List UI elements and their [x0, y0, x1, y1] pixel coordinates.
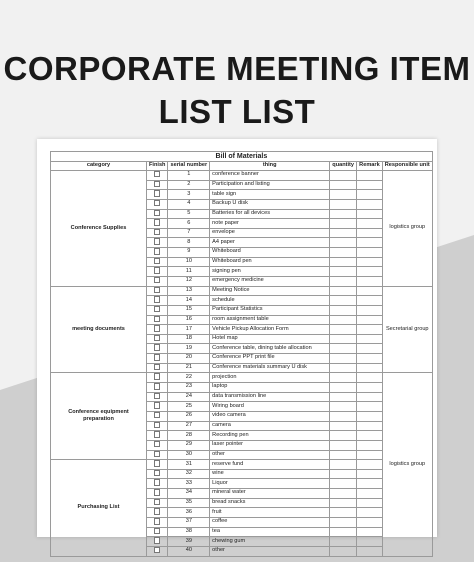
finish-checkbox[interactable] — [154, 335, 161, 342]
serial-number-cell: 12 — [168, 276, 210, 286]
serial-number-cell: 14 — [168, 296, 210, 306]
thing-cell: Wiring board — [210, 402, 330, 412]
quantity-cell — [330, 489, 357, 499]
thing-cell: Batteries for all devices — [210, 209, 330, 219]
thing-cell: Vehicle Pickup Allocation Form — [210, 325, 330, 335]
quantity-cell — [330, 421, 357, 431]
quantity-cell — [330, 238, 357, 248]
finish-cell — [147, 276, 168, 286]
finish-cell — [147, 238, 168, 248]
remark-cell — [357, 334, 383, 344]
finish-cell — [147, 402, 168, 412]
finish-checkbox[interactable] — [154, 354, 161, 361]
finish-cell — [147, 518, 168, 528]
finish-cell — [147, 498, 168, 508]
finish-checkbox[interactable] — [154, 383, 161, 390]
remark-cell — [357, 527, 383, 537]
thing-cell: signing pen — [210, 267, 330, 277]
remark-cell — [357, 508, 383, 518]
finish-checkbox[interactable] — [154, 306, 161, 313]
column-header-thing: thing — [210, 162, 330, 171]
remark-cell — [357, 170, 383, 180]
remark-cell — [357, 248, 383, 258]
quantity-cell — [330, 334, 357, 344]
finish-cell — [147, 344, 168, 354]
thing-cell: camera — [210, 421, 330, 431]
quantity-cell — [330, 276, 357, 286]
thing-cell: Liquor — [210, 479, 330, 489]
quantity-cell — [330, 383, 357, 393]
finish-cell — [147, 450, 168, 460]
serial-number-cell: 5 — [168, 209, 210, 219]
thing-cell: envelope — [210, 228, 330, 238]
thing-cell: projection — [210, 373, 330, 383]
serial-number-cell: 17 — [168, 325, 210, 335]
serial-number-cell: 32 — [168, 469, 210, 479]
quantity-cell — [330, 209, 357, 219]
remark-cell — [357, 305, 383, 315]
table-row — [51, 373, 433, 383]
quantity-cell — [330, 373, 357, 383]
column-header-finish: Finish — [147, 162, 168, 171]
serial-number-cell: 28 — [168, 431, 210, 441]
quantity-cell — [330, 344, 357, 354]
finish-cell — [147, 286, 168, 296]
bill-of-materials-table — [50, 151, 433, 557]
finish-checkbox[interactable] — [154, 479, 161, 486]
finish-checkbox[interactable] — [154, 518, 161, 525]
finish-cell — [147, 537, 168, 547]
responsible-unit-cell: logistics group — [382, 373, 432, 556]
thing-cell: Recording pen — [210, 431, 330, 441]
thing-cell: table sign — [210, 190, 330, 200]
table-row — [51, 170, 433, 180]
quantity-cell — [330, 257, 357, 267]
finish-checkbox[interactable] — [154, 364, 161, 371]
remark-cell — [357, 363, 383, 373]
finish-checkbox[interactable] — [154, 422, 161, 429]
serial-number-cell: 9 — [168, 248, 210, 258]
finish-cell — [147, 219, 168, 229]
finish-checkbox[interactable] — [154, 258, 161, 265]
finish-cell — [147, 267, 168, 277]
thing-cell: note paper — [210, 219, 330, 229]
serial-number-cell: 7 — [168, 228, 210, 238]
finish-cell — [147, 228, 168, 238]
finish-checkbox[interactable] — [154, 171, 161, 178]
finish-checkbox[interactable] — [154, 200, 161, 207]
serial-number-cell: 10 — [168, 257, 210, 267]
quantity-cell — [330, 286, 357, 296]
quantity-cell — [330, 450, 357, 460]
serial-number-cell: 8 — [168, 238, 210, 248]
thing-cell: Participant Statistics — [210, 305, 330, 315]
column-header-quantity: quantity — [330, 162, 357, 171]
finish-checkbox[interactable] — [154, 287, 161, 294]
thing-cell: room assignment table — [210, 315, 330, 325]
finish-checkbox[interactable] — [154, 181, 161, 188]
category-cell: meeting documents — [51, 286, 147, 373]
serial-number-cell: 39 — [168, 537, 210, 547]
remark-cell — [357, 199, 383, 209]
remark-cell — [357, 373, 383, 383]
finish-checkbox[interactable] — [154, 373, 161, 380]
finish-cell — [147, 334, 168, 344]
category-cell: Conference equipment preparation — [51, 373, 147, 460]
finish-checkbox[interactable] — [154, 489, 161, 496]
finish-checkbox[interactable] — [154, 431, 161, 438]
thing-cell: other — [210, 546, 330, 556]
thing-cell: Participation and listing — [210, 180, 330, 190]
serial-number-cell: 15 — [168, 305, 210, 315]
quantity-cell — [330, 199, 357, 209]
quantity-cell — [330, 180, 357, 190]
quantity-cell — [330, 402, 357, 412]
quantity-cell — [330, 228, 357, 238]
remark-cell — [357, 238, 383, 248]
thing-cell: A4 paper — [210, 238, 330, 248]
serial-number-cell: 16 — [168, 315, 210, 325]
quantity-cell — [330, 363, 357, 373]
thing-cell: Whiteboard pen — [210, 257, 330, 267]
thing-cell: mineral water — [210, 489, 330, 499]
finish-cell — [147, 305, 168, 315]
finish-cell — [147, 257, 168, 267]
quantity-cell — [330, 431, 357, 441]
remark-cell — [357, 411, 383, 421]
serial-number-cell: 2 — [168, 180, 210, 190]
thing-cell: tea — [210, 527, 330, 537]
remark-cell — [357, 354, 383, 364]
quantity-cell — [330, 440, 357, 450]
finish-cell — [147, 421, 168, 431]
thing-cell: emergency medicine — [210, 276, 330, 286]
finish-cell — [147, 325, 168, 335]
remark-cell — [357, 450, 383, 460]
finish-cell — [147, 460, 168, 470]
finish-cell — [147, 383, 168, 393]
serial-number-cell: 40 — [168, 546, 210, 556]
remark-cell — [357, 180, 383, 190]
table-caption: Bill of Materials — [51, 152, 433, 162]
spreadsheet-page — [37, 139, 437, 554]
finish-cell — [147, 209, 168, 219]
remark-cell — [357, 276, 383, 286]
serial-number-cell: 18 — [168, 334, 210, 344]
quantity-cell — [330, 325, 357, 335]
remark-cell — [357, 392, 383, 402]
remark-cell — [357, 546, 383, 556]
thing-cell: data transmission line — [210, 392, 330, 402]
quantity-cell — [330, 546, 357, 556]
serial-number-cell: 30 — [168, 450, 210, 460]
serial-number-cell: 34 — [168, 489, 210, 499]
serial-number-cell: 23 — [168, 383, 210, 393]
quantity-cell — [330, 479, 357, 489]
serial-number-cell: 4 — [168, 199, 210, 209]
finish-checkbox[interactable] — [154, 528, 161, 535]
finish-checkbox[interactable] — [154, 248, 161, 255]
category-cell: Purchasing List — [51, 460, 147, 556]
thing-cell: wine — [210, 469, 330, 479]
finish-cell — [147, 489, 168, 499]
quantity-cell — [330, 460, 357, 470]
finish-cell — [147, 469, 168, 479]
table-row — [51, 460, 433, 470]
finish-cell — [147, 199, 168, 209]
thing-cell: fruit — [210, 508, 330, 518]
serial-number-cell: 27 — [168, 421, 210, 431]
remark-cell — [357, 383, 383, 393]
quantity-cell — [330, 537, 357, 547]
serial-number-cell: 37 — [168, 518, 210, 528]
thing-cell: laptop — [210, 383, 330, 393]
quantity-cell — [330, 267, 357, 277]
serial-number-cell: 33 — [168, 479, 210, 489]
finish-checkbox[interactable] — [154, 344, 161, 351]
thing-cell: video camera — [210, 411, 330, 421]
remark-cell — [357, 219, 383, 229]
page-title-line-2: LIST LIST — [158, 93, 316, 130]
remark-cell — [357, 489, 383, 499]
remark-cell — [357, 267, 383, 277]
finish-cell — [147, 363, 168, 373]
finish-checkbox[interactable] — [154, 393, 161, 400]
quantity-cell — [330, 315, 357, 325]
finish-cell — [147, 479, 168, 489]
finish-checkbox[interactable] — [154, 537, 161, 544]
thing-cell: Backup U disk — [210, 199, 330, 209]
finish-checkbox[interactable] — [154, 229, 161, 236]
thing-cell: coffee — [210, 518, 330, 528]
serial-number-cell: 38 — [168, 527, 210, 537]
finish-cell — [147, 248, 168, 258]
finish-checkbox[interactable] — [154, 219, 161, 226]
column-header-category: category — [51, 162, 147, 171]
thing-cell: chewing gum — [210, 537, 330, 547]
quantity-cell — [330, 508, 357, 518]
remark-cell — [357, 469, 383, 479]
serial-number-cell: 19 — [168, 344, 210, 354]
column-header-serial-number: serial number — [168, 162, 210, 171]
finish-cell — [147, 440, 168, 450]
finish-cell — [147, 180, 168, 190]
remark-cell — [357, 402, 383, 412]
finish-checkbox[interactable] — [154, 296, 161, 303]
serial-number-cell: 26 — [168, 411, 210, 421]
column-header-remark: Remark — [357, 162, 383, 171]
thing-cell: Conference materials summary U disk — [210, 363, 330, 373]
quantity-cell — [330, 190, 357, 200]
quantity-cell — [330, 411, 357, 421]
finish-cell — [147, 508, 168, 518]
thing-cell: laser pointer — [210, 440, 330, 450]
table-row — [51, 286, 433, 296]
thing-cell: reserve fund — [210, 460, 330, 470]
finish-cell — [147, 170, 168, 180]
remark-cell — [357, 518, 383, 528]
quantity-cell — [330, 170, 357, 180]
thing-cell: bread snacks — [210, 498, 330, 508]
responsible-unit-cell: Secretarial group — [382, 286, 432, 373]
finish-checkbox[interactable] — [154, 412, 161, 419]
thing-cell: Conference PPT print file — [210, 354, 330, 364]
quantity-cell — [330, 498, 357, 508]
remark-cell — [357, 315, 383, 325]
thing-cell: Whiteboard — [210, 248, 330, 258]
remark-cell — [357, 209, 383, 219]
remark-cell — [357, 537, 383, 547]
finish-checkbox[interactable] — [154, 316, 161, 323]
thing-cell: schedule — [210, 296, 330, 306]
finish-checkbox[interactable] — [154, 508, 161, 515]
quantity-cell — [330, 296, 357, 306]
quantity-cell — [330, 219, 357, 229]
quantity-cell — [330, 248, 357, 258]
quantity-cell — [330, 518, 357, 528]
column-header-responsible-unit: Responsible unit — [382, 162, 432, 171]
finish-checkbox[interactable] — [154, 210, 161, 217]
finish-checkbox[interactable] — [154, 190, 161, 197]
finish-cell — [147, 190, 168, 200]
serial-number-cell: 29 — [168, 440, 210, 450]
finish-cell — [147, 392, 168, 402]
thing-cell: conference banner — [210, 170, 330, 180]
remark-cell — [357, 431, 383, 441]
serial-number-cell: 24 — [168, 392, 210, 402]
finish-cell — [147, 373, 168, 383]
remark-cell — [357, 257, 383, 267]
thing-cell: other — [210, 450, 330, 460]
finish-cell — [147, 315, 168, 325]
finish-cell — [147, 296, 168, 306]
finish-cell — [147, 527, 168, 537]
quantity-cell — [330, 469, 357, 479]
category-cell: Conference Supplies — [51, 170, 147, 286]
remark-cell — [357, 296, 383, 306]
quantity-cell — [330, 392, 357, 402]
page-title-line-1: CORPORATE MEETING ITEM — [3, 50, 471, 87]
serial-number-cell: 6 — [168, 219, 210, 229]
serial-number-cell: 20 — [168, 354, 210, 364]
finish-cell — [147, 411, 168, 421]
remark-cell — [357, 286, 383, 296]
serial-number-cell: 21 — [168, 363, 210, 373]
finish-checkbox[interactable] — [154, 238, 161, 245]
quantity-cell — [330, 305, 357, 315]
remark-cell — [357, 479, 383, 489]
thing-cell: Hotel map — [210, 334, 330, 344]
finish-checkbox[interactable] — [154, 451, 161, 458]
serial-number-cell: 31 — [168, 460, 210, 470]
serial-number-cell: 25 — [168, 402, 210, 412]
finish-checkbox[interactable] — [154, 460, 161, 467]
serial-number-cell: 1 — [168, 170, 210, 180]
serial-number-cell: 13 — [168, 286, 210, 296]
responsible-unit-cell: logistics group — [382, 170, 432, 286]
serial-number-cell: 3 — [168, 190, 210, 200]
quantity-cell — [330, 527, 357, 537]
remark-cell — [357, 190, 383, 200]
serial-number-cell: 22 — [168, 373, 210, 383]
remark-cell — [357, 460, 383, 470]
serial-number-cell: 11 — [168, 267, 210, 277]
finish-cell — [147, 431, 168, 441]
quantity-cell — [330, 354, 357, 364]
finish-checkbox[interactable] — [154, 547, 161, 554]
finish-checkbox[interactable] — [154, 325, 161, 332]
finish-cell — [147, 354, 168, 364]
finish-checkbox[interactable] — [154, 402, 161, 409]
finish-checkbox[interactable] — [154, 499, 161, 506]
serial-number-cell: 35 — [168, 498, 210, 508]
thing-cell: Conference table, dining table allocation — [210, 344, 330, 354]
finish-checkbox[interactable] — [154, 267, 161, 274]
finish-checkbox[interactable] — [154, 470, 161, 477]
finish-checkbox[interactable] — [154, 277, 161, 284]
remark-cell — [357, 344, 383, 354]
remark-cell — [357, 440, 383, 450]
remark-cell — [357, 498, 383, 508]
finish-checkbox[interactable] — [154, 441, 161, 448]
thing-cell: Meeting Notice — [210, 286, 330, 296]
remark-cell — [357, 421, 383, 431]
remark-cell — [357, 228, 383, 238]
finish-cell — [147, 546, 168, 556]
remark-cell — [357, 325, 383, 335]
serial-number-cell: 36 — [168, 508, 210, 518]
